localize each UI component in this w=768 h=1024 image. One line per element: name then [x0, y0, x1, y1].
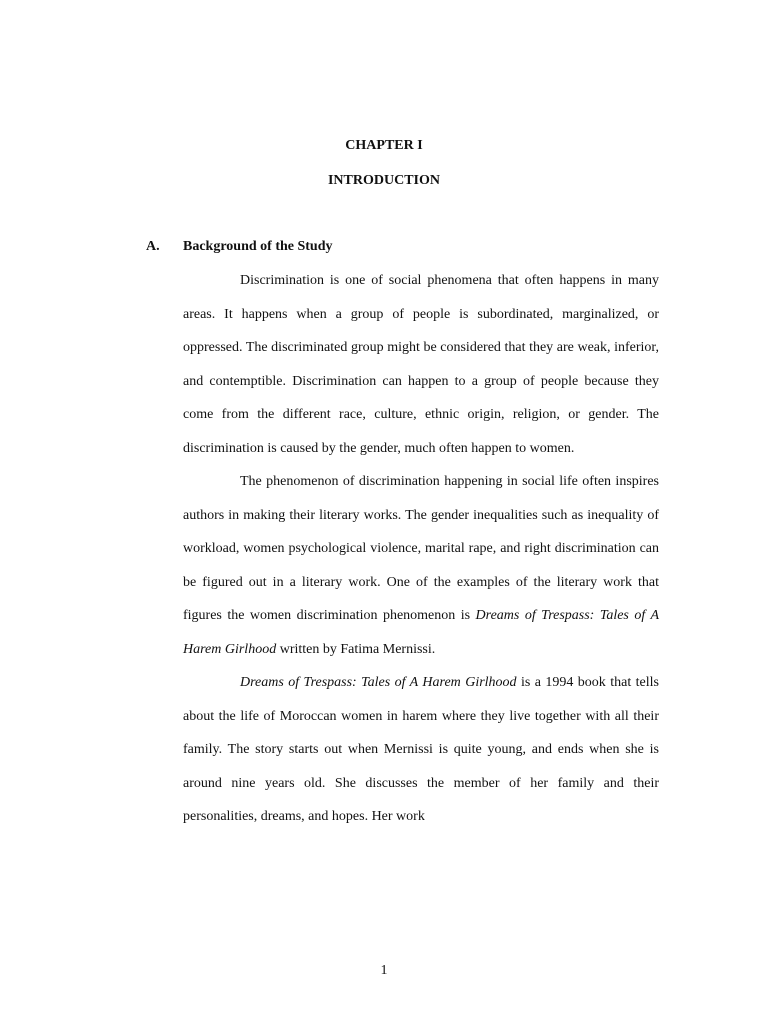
section-letter: A.	[146, 239, 160, 254]
chapter-number: CHAPTER I	[345, 138, 423, 153]
paragraph-2-text-end: written by Fatima Mernissi.	[276, 641, 436, 657]
paragraph-3	[183, 666, 659, 834]
section-heading	[146, 238, 333, 256]
body-text	[183, 260, 659, 834]
book-title: Dreams of Trespass: Tales of A Harem Girlhood	[183, 608, 659, 657]
paragraph-1: Discrimination is one of social phenomena that often happens in many areas. It happens when a group of people is subordinated, marginalized, or oppressed. The discriminated group might be considered that they are weak, inferior, and contemptible. Discrimination can happen to a group of people because they come from the different race, culture, ethnic origin, religion, or gender. The discrimination is caused by the gender, much often happen to women.	[183, 273, 659, 456]
paragraph-3-text: is a 1994 book that tells about the life of Moroccan women in harem where they live together with all their family. The story starts out when Mernissi is quite young, and ends when she is around nine years old. She discusses the member of her family and their personalities, dreams, and hopes. Her work	[183, 675, 659, 824]
paragraph-2	[183, 465, 659, 666]
book-title: Dreams of Trespass: Tales of A Harem Girlhood	[240, 675, 517, 690]
section-title: Background of the Study	[183, 239, 333, 254]
paragraph-2-text-start: The phenomenon of discrimination happening in social life often inspires authors in making their literary works. The gender inequalities such as inequality of workload, women psychological violence, marital rape, and right discrimination can be figured out in a literary work. One of the examples of the literary work that figures the women discrimination phenomenon is	[183, 474, 659, 623]
page-number: 1	[380, 963, 388, 978]
chapter-title: INTRODUCTION	[327, 173, 440, 188]
